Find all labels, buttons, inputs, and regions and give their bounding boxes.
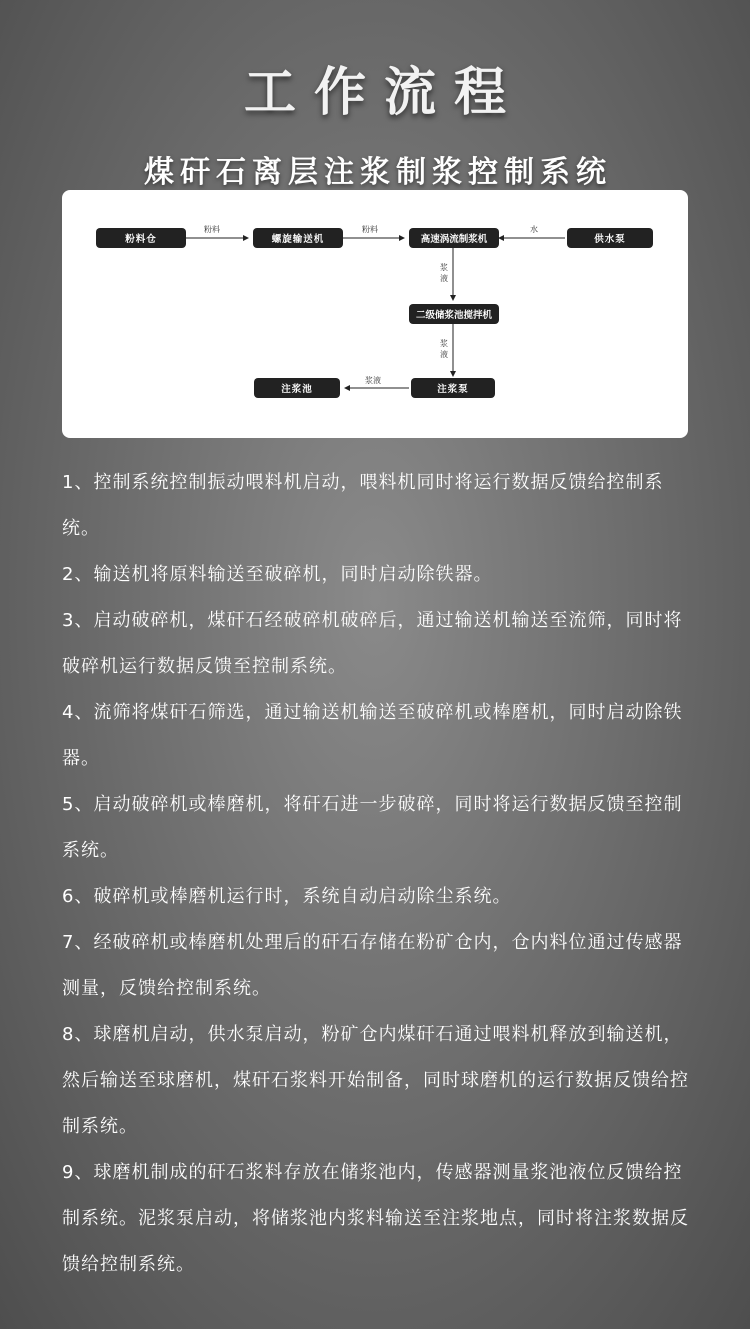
header — [0, 50, 750, 191]
node-grout-pump: 注浆泵 — [411, 378, 495, 398]
node-secondary-tank: 二级储浆池搅拌机 — [409, 304, 499, 324]
page-title: 工作流程 — [243, 63, 524, 123]
flow-diagram — [62, 190, 688, 438]
step-item: 9、球磨机制成的矸石浆料存放在储浆池内，传感器测量浆池液位反馈给控制系统。泥浆泵启动，将储浆池内浆料输送至注浆地点，同时将注浆数据反馈给控制系统。 — [62, 1162, 689, 1275]
edge-label-slurry-2: 浆液 — [440, 339, 448, 359]
node-water-pump: 供水泵 — [567, 228, 653, 248]
step-item: 4、流筛将煤矸石筛选，通过输送机输送至破碎机或棒磨机，同时启动除铁器。 — [62, 702, 683, 769]
step-item: 3、启动破碎机，煤矸石经破碎机破碎后，通过输送机输送至流筛，同时将破碎机运行数据反馈至控制系统。 — [62, 610, 683, 677]
node-vortex-mixer: 高速涡流制浆机 — [409, 228, 499, 248]
step-item: 2、输送机将原料输送至破碎机，同时启动除铁器。 — [62, 564, 493, 585]
step-list — [62, 460, 692, 1288]
step-item: 5、启动破碎机或棒磨机，将矸石进一步破碎，同时将运行数据反馈至控制系统。 — [62, 794, 683, 861]
edge-label-water: 水 — [530, 225, 538, 234]
edge-label-slurry-1: 浆液 — [440, 263, 448, 283]
page-subtitle: 煤矸石离层注浆制浆控制系统 — [144, 155, 612, 190]
node-powder-bin: 粉料仓 — [96, 228, 186, 248]
step-item: 1、控制系统控制振动喂料机启动，喂料机同时将运行数据反馈给控制系统。 — [62, 472, 664, 539]
step-item: 6、破碎机或棒磨机运行时，系统自动启动除尘系统。 — [62, 886, 512, 907]
edge-label-powder-2: 粉料 — [362, 225, 378, 234]
step-item: 8、球磨机启动，供水泵启动，粉矿仓内煤矸石通过喂料机释放到输送机，然后输送至球磨机，煤矸石浆料开始制备，同时球磨机的运行数据反馈给控制系统。 — [62, 1024, 689, 1137]
edge-label-powder-1: 粉料 — [204, 225, 220, 234]
node-screw-conveyor: 螺旋输送机 — [253, 228, 343, 248]
step-item: 7、经破碎机或棒磨机处理后的矸石存储在粉矿仓内，仓内料位通过传感器测量，反馈给控制系统。 — [62, 932, 683, 999]
edge-label-slurry-3: 浆液 — [365, 376, 381, 385]
node-grout-pool: 注浆池 — [254, 378, 340, 398]
